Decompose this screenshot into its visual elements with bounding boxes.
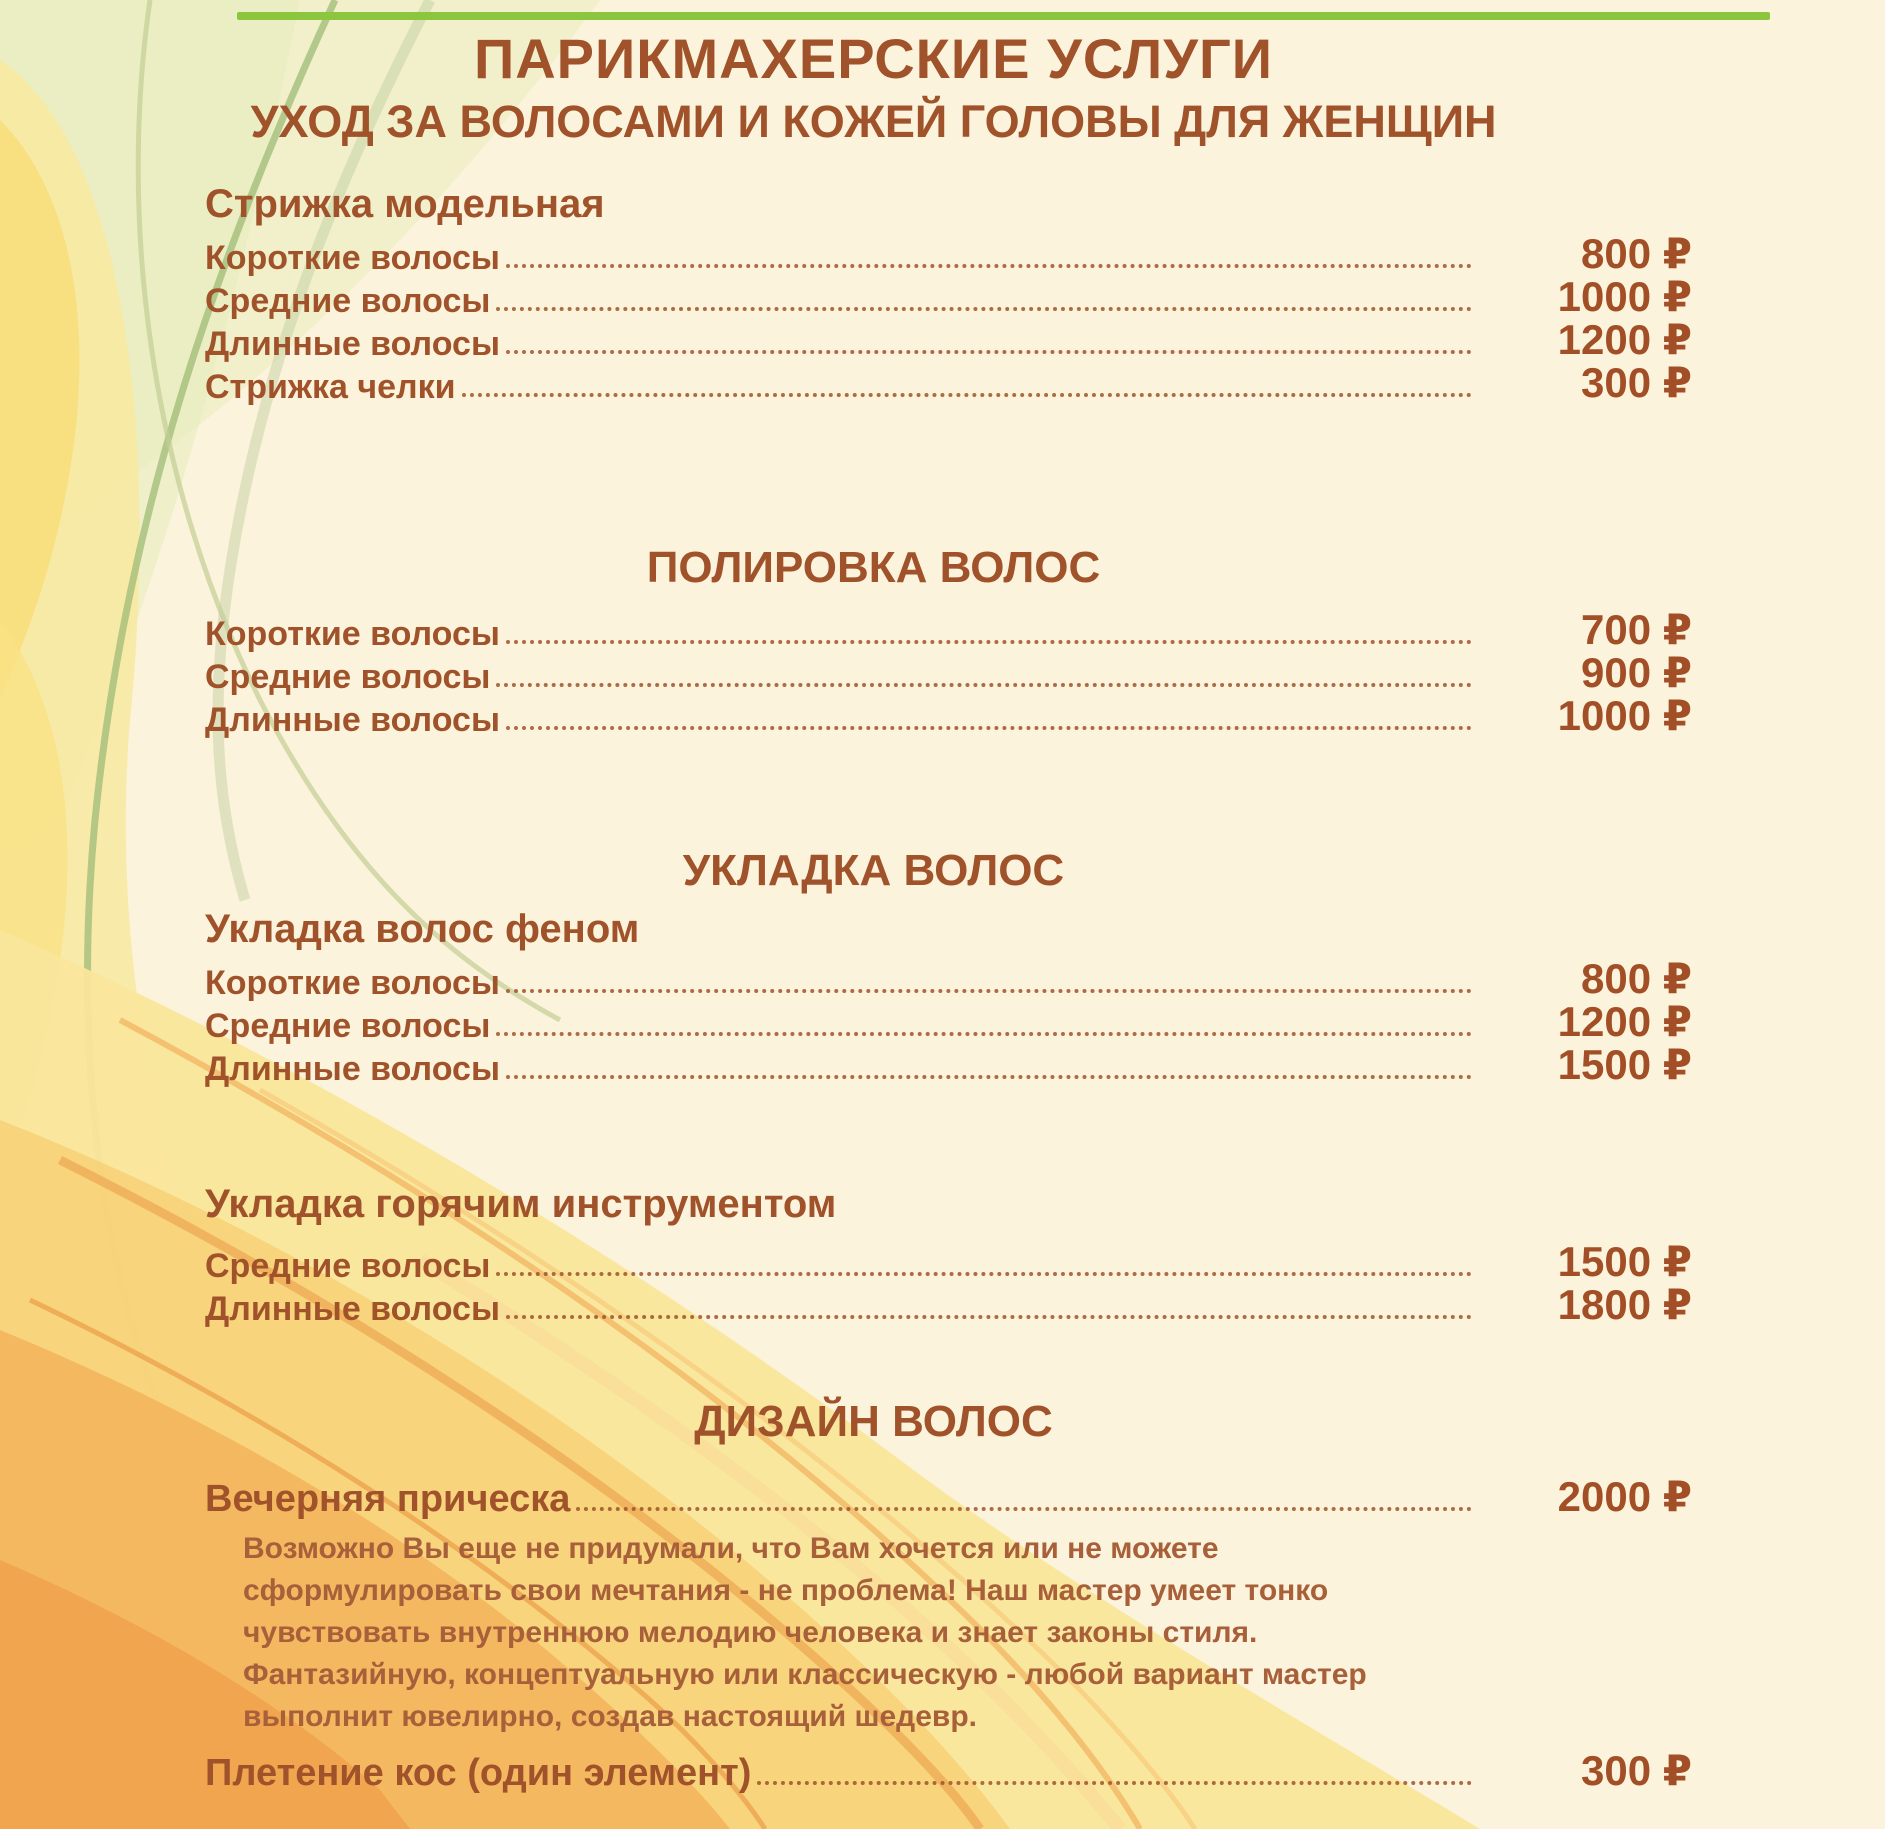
service-label: Средние волосы: [205, 1007, 491, 1045]
service-label: Длинные волосы: [205, 1290, 500, 1328]
service-price: 300 ₽: [1581, 359, 1692, 406]
service-label: Короткие волосы: [205, 239, 500, 277]
service-label: Средние волосы: [205, 282, 491, 320]
page-subtitle: УХОД ЗА ВОЛОСАМИ И КОЖЕЙ ГОЛОВЫ ДЛЯ ЖЕНЩИН: [250, 96, 1497, 147]
section-heading-ukladka: УКЛАДКА ВОЛОС: [682, 846, 1065, 895]
service-price: 1200 ₽: [1557, 316, 1692, 363]
price-row: [205, 694, 1692, 737]
dotted-leader: [506, 264, 1472, 268]
dotted-leader: [506, 1075, 1472, 1079]
service-price: 1200 ₽: [1557, 998, 1692, 1045]
dotted-leader: [496, 683, 1472, 687]
dotted-leader: [506, 350, 1472, 354]
service-label: Плетение кос (один элемент): [205, 1752, 752, 1794]
dotted-leader: [496, 307, 1472, 311]
service-price: 800 ₽: [1581, 955, 1692, 1002]
dotted-leader: [576, 1507, 1472, 1511]
dotted-leader: [506, 989, 1472, 993]
service-label: Средние волосы: [205, 1247, 491, 1285]
service-price: 1000 ₽: [1557, 273, 1692, 320]
service-label: Короткие волосы: [205, 964, 500, 1002]
service-price: 300 ₽: [1581, 1747, 1692, 1794]
dotted-leader: [496, 1032, 1472, 1036]
price-row: [205, 1240, 1692, 1283]
service-price: 2000 ₽: [1557, 1473, 1692, 1520]
price-row: [205, 1043, 1692, 1086]
service-price: 700 ₽: [1581, 606, 1692, 653]
subsection-heading-hot: Укладка горячим инструментом: [205, 1182, 837, 1226]
service-label: Средние волосы: [205, 658, 491, 696]
subsection-heading-fen: Укладка волос феном: [205, 907, 640, 951]
price-row: [205, 651, 1692, 694]
polirovka-rows: [205, 608, 1692, 737]
dotted-leader: [506, 726, 1472, 730]
strizhka-rows: [205, 232, 1692, 404]
service-price: 800 ₽: [1581, 230, 1692, 277]
service-price: 1500 ₽: [1557, 1041, 1692, 1088]
subsection-heading-strizhka: Стрижка модельная: [205, 182, 605, 226]
service-price: 900 ₽: [1581, 649, 1692, 696]
price-row: [205, 957, 1692, 1000]
dotted-leader: [757, 1781, 1472, 1785]
service-label: Длинные волосы: [205, 701, 500, 739]
section-heading-dizain: ДИЗАЙН ВОЛОС: [694, 1397, 1053, 1446]
service-price: 1800 ₽: [1557, 1281, 1692, 1328]
section-heading-polirovka: ПОЛИРОВКА ВОЛОС: [646, 543, 1101, 592]
hot-rows: [205, 1240, 1692, 1326]
dotted-leader: [496, 1272, 1472, 1276]
dotted-leader: [462, 393, 1472, 397]
service-label: Короткие волосы: [205, 615, 500, 653]
dotted-leader: [506, 1315, 1472, 1319]
price-row-braids: [205, 1744, 1692, 1792]
evening-hairstyle-description: Возможно Вы еще не придумали, что Вам хочется или не можете сформулировать свои мечтания - не проблема! Наш мастер умеет тонко чувствовать внутреннюю мелодию человека и знает законы стиля. Фантазийную, концептуальную или классическую - любой вариант мастер выполнит ювелирно, создав настоящий шедевр.: [243, 1532, 1367, 1733]
price-row: [205, 232, 1692, 275]
price-row: [205, 1000, 1692, 1043]
price-row: [205, 275, 1692, 318]
service-price: 1500 ₽: [1557, 1238, 1692, 1285]
fen-rows: [205, 957, 1692, 1086]
service-label: Вечерняя прическа: [205, 1478, 571, 1520]
price-row: [205, 361, 1692, 404]
price-row: [205, 608, 1692, 651]
service-label: Стрижка челки: [205, 368, 456, 406]
price-row: [205, 318, 1692, 361]
price-row-evening: [205, 1470, 1692, 1518]
page-title: ПАРИКМАХЕРСКИЕ УСЛУГИ: [473, 27, 1273, 90]
dotted-leader: [506, 640, 1472, 644]
service-price: 1000 ₽: [1557, 692, 1692, 739]
price-row: [205, 1283, 1692, 1326]
service-label: Длинные волосы: [205, 1050, 500, 1088]
service-label: Длинные волосы: [205, 325, 500, 363]
